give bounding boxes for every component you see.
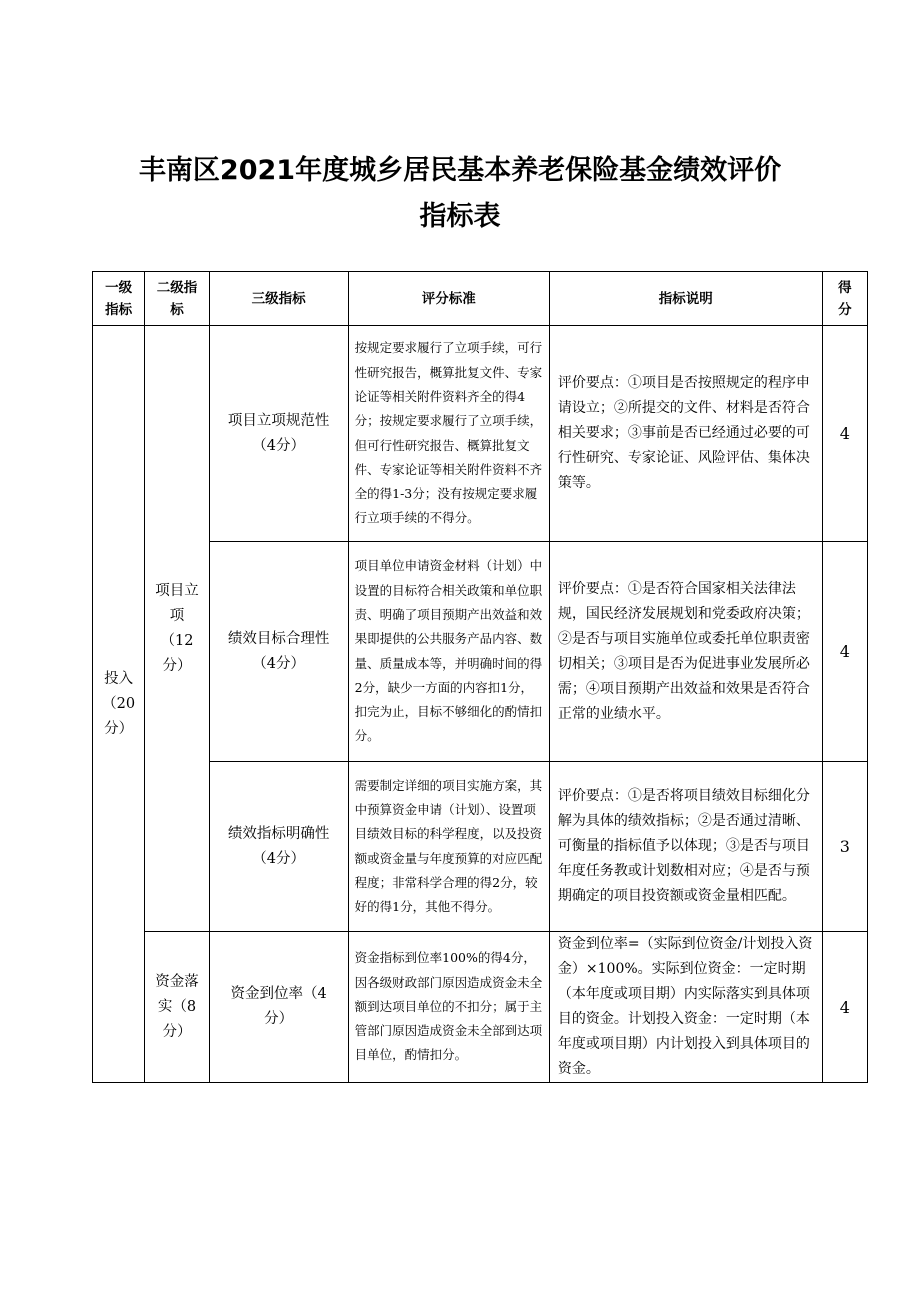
indicator-cell: 绩效指标明确性（4分）: [209, 762, 348, 932]
level2-cell: 资金落实（8分）: [145, 932, 209, 1083]
score-cell: 4: [822, 542, 867, 762]
table-row: [93, 762, 868, 932]
description-cell: 资金到位率=（实际到位资金/计划投入资金）×100%。实际到位资金：一定时期（本年度或项目期）内实际落实到具体项目的资金。计划投入资金：一定时期（本年度或项目期）内计划投入到具体项目的资金。: [549, 932, 822, 1083]
header-level3: 三级指标: [209, 272, 348, 326]
page-title-line2: 指标表: [419, 201, 501, 232]
criteria-cell: 项目单位申请资金材料（计划）中设置的目标符合相关政策和单位职责、明确了项目预期产出效益和效果即提供的公共服务产品内容、数量、质量成本等，并明确时间的得2分，缺少一方面的内容扣1分，扣完为止，目标不够细化的酌情扣分。: [348, 542, 549, 762]
criteria-cell: 需要制定详细的项目实施方案，其中预算资金申请（计划）、设置项目绩效目标的科学程度，以及投资额或资金量与年度预算的对应匹配程度；非常科学合理的得2分，较好的得1分，其他不得分。: [348, 762, 549, 932]
header-level2: 二级指标: [145, 272, 209, 326]
level2-cell: 项目立项（12分）: [145, 326, 209, 932]
description-cell: 评价要点：①项目是否按照规定的程序申请设立；②所提交的文件、材料是否符合相关要求；③事前是否已经通过必要的可行性研究、专家论证、风险评估、集体决策等。: [549, 326, 822, 542]
indicator-cell: 资金到位率（4分）: [209, 932, 348, 1083]
header-score: 得分: [822, 272, 867, 326]
description-cell: 评价要点：①是否符合国家相关法律法规，国民经济发展规划和党委政府决策；②是否与项目实施单位或委托单位职责密切相关；③项目是否为促进事业发展所必需；④项目预期产出效益和效果是否符合正常的业绩水平。: [549, 542, 822, 762]
page-title: 丰南区2021年度城乡居民基本养老保险基金绩效评价: [138, 155, 782, 186]
criteria-cell: 按规定要求履行了立项手续，可行性研究报告，概算批复文件、专家论证等相关附件资料齐全的得4分；按规定要求履行了立项手续，但可行性研究报告、概算批复文件、专家论证等相关附件资料不齐全的得1-3分；没有按规定要求履行立项手续的不得分。: [348, 326, 549, 542]
indicator-cell: 绩效目标合理性（4分）: [209, 542, 348, 762]
table-row: [93, 542, 868, 762]
criteria-cell: 资金指标到位率100%的得4分，因各级财政部门原因造成资金未全额到达项目单位的不扣分；属于主管部门原因造成资金未全部到达项目单位，酌情扣分。: [348, 932, 549, 1083]
level1-cell: 投入（20分）: [93, 326, 145, 1083]
table-row: [93, 932, 868, 1083]
score-cell: 4: [822, 326, 867, 542]
description-cell: 评价要点：①是否将项目绩效目标细化分解为具体的绩效指标；②是否通过清晰、可衡量的指标值予以体现；③是否与项目年度任务教或计划数相对应；④是否与预期确定的项目投资额或资金量相匹配。: [549, 762, 822, 932]
score-cell: 4: [822, 932, 867, 1083]
header-description: 指标说明: [549, 272, 822, 326]
header-row: [93, 272, 868, 326]
header-level1: 一级指标: [93, 272, 145, 326]
header-criteria: 评分标准: [348, 272, 549, 326]
score-cell: 3: [822, 762, 867, 932]
table-row: [93, 326, 868, 542]
evaluation-table: [92, 271, 868, 1083]
indicator-cell: 项目立项规范性（4分）: [209, 326, 348, 542]
